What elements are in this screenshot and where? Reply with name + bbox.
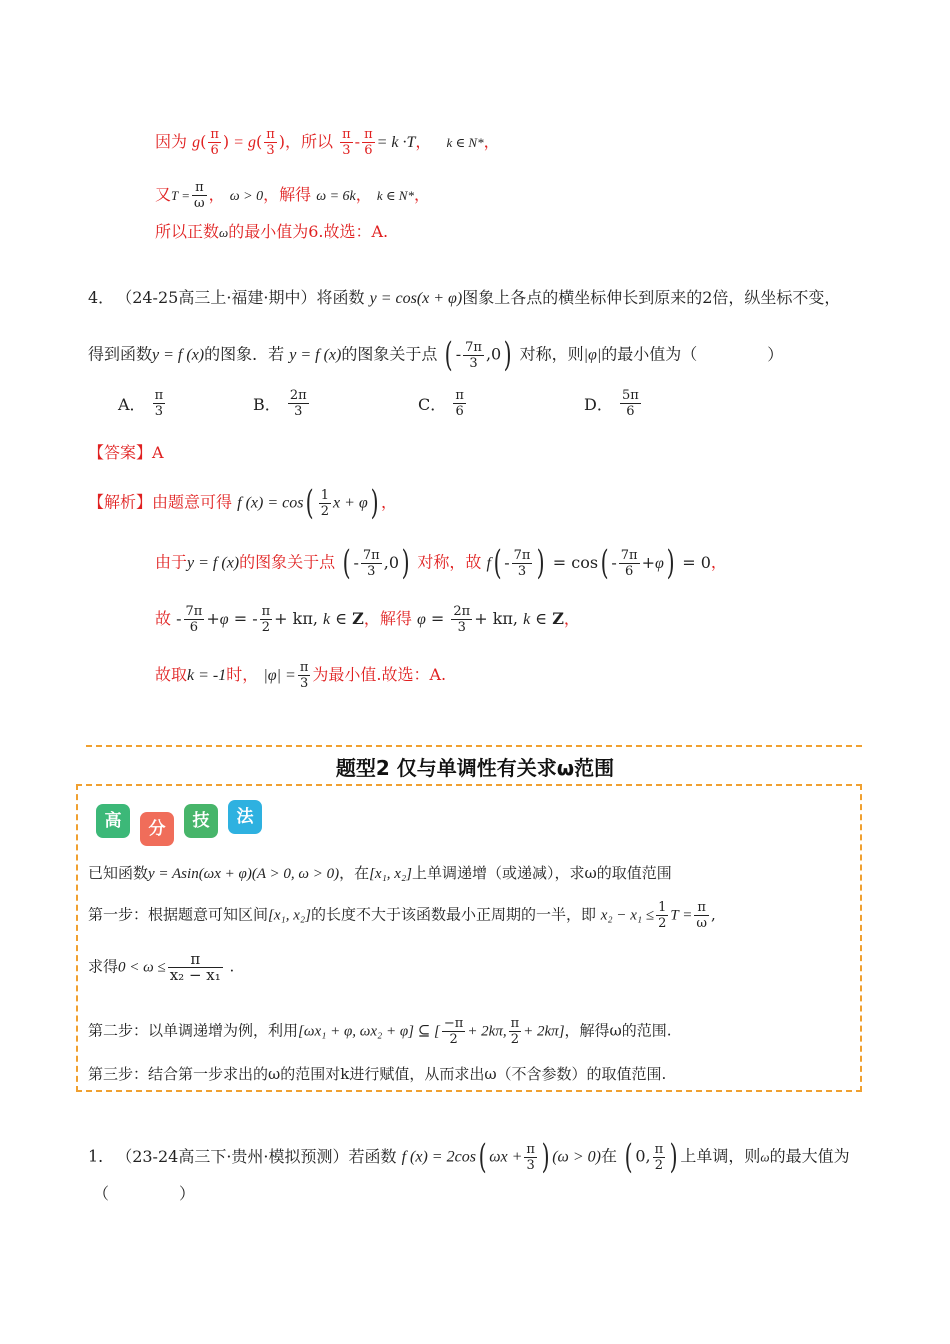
question-4-line-2: 得到函数y = f (x)的图象．若 y = f (x)的图象关于点 ( - $\frac{7\pi}{3}$ ,0) 对称，则|φ|的最小值为（ ） bbox=[88, 335, 784, 375]
choice-b[interactable]: B． $\frac{2\pi}{3}$ bbox=[253, 388, 307, 419]
tag-fa: 法 bbox=[228, 800, 262, 834]
tag-gao: 高 bbox=[96, 804, 130, 838]
choice-a[interactable]: A． $\frac{\pi}{3}$ bbox=[118, 388, 164, 419]
question-4-line-1: 4． （24-25高三上·福建·期中）将函数 y = cos(x + φ)图象上各点的横坐标伸长到原来的2倍，纵坐标不变， bbox=[88, 288, 841, 307]
analysis-line-2: 由于y = f (x)的图象关于点 ( - $\frac{7\pi}{3}$ ,0) 对称，故 f( - $\frac{7\pi}{3}$ ) = cos( - $\frac{7\pi}{6}$ +φ) = 0， bbox=[155, 543, 727, 583]
analysis-line-1: 【解析】由题意可得 f (x) = cos( $\frac{1}{2}$ x + φ) ， bbox=[88, 483, 398, 523]
tips-line-4: 第二步：以单调递增为例，利用[ωx₁ + φ, ωx₂ + φ] ⊆ [ $\frac{-\pi}{2}$ + 2kπ, $\frac{\pi}{2}$ + 2kπ]，解得ω的范围. bbox=[88, 1016, 672, 1047]
prev-solution-line-3: 所以正数ω的最小值为6.故选：A. bbox=[155, 222, 389, 241]
tips-line-2: 第一步：根据题意可知区间[x₁, x₂]的长度不大于该函数最小正周期的一半，即 x₂ − x₁ ≤ $\frac{1}{2}$ T = $\frac{\pi}{\omega}$ , bbox=[88, 900, 716, 931]
section-divider bbox=[86, 745, 862, 747]
question-1-line-2: （ ） bbox=[93, 1184, 196, 1203]
section-title: 题型2 仅与单调性有关求ω范围 bbox=[335, 756, 615, 780]
tag-fen: 分 bbox=[140, 812, 174, 846]
tips-line-3: 求得0 < ω ≤ $\frac{\pi}{\text{x₂ − x₁}}$ . bbox=[88, 950, 235, 984]
prev-solution-line-1: 因为 g( $\frac{\pi}{6}$ ) = g( $\frac{\pi}{3}$ )，所以 $\frac{\pi}{3}$ - $\frac{\pi}{6}$ = k ·T， k ∈ N*， bbox=[155, 127, 500, 158]
tag-ji: 技 bbox=[184, 804, 218, 838]
answer-line: 【答案】A bbox=[88, 443, 164, 462]
question-1-line-1: 1． （23-24高三下·贵州·模拟预测）若函数 f (x) = 2cos( ωx + $\frac{\pi}{3}$ ) (ω > 0)在 ( 0, $\frac{\pi}{2}$ ) 上单调，则ω的最大值为 bbox=[88, 1137, 850, 1177]
analysis-line-3: 故 - $\frac{7\pi}{6}$ +φ = - $\frac{\pi}{2}$ + kπ, k ∈ Z，解得 φ = $\frac{2\pi}{3}$ + kπ, k ∈ Z， bbox=[155, 604, 580, 635]
analysis-line-4: 故取k = -1时， |φ| = $\frac{\pi}{3}$ 为最小值.故选：A. bbox=[155, 660, 447, 691]
prev-solution-line-2: 又T = $\frac{\pi}{\omega}$ ， ω > 0，解得 ω = 6k， k ∈ N*， bbox=[155, 180, 430, 211]
tips-line-1: 已知函数y = Asin(ωx + φ)(A > 0, ω > 0)，在[x₁, x₂]上单调递增（或递减），求ω的取值范围 bbox=[88, 864, 672, 882]
tips-line-5: 第三步：结合第一步求出的ω的范围对k进行赋值，从而求出ω（不含参数）的取值范围. bbox=[88, 1065, 667, 1083]
choice-d[interactable]: D． $\frac{5\pi}{6}$ bbox=[584, 388, 639, 419]
choice-c[interactable]: C． $\frac{\pi}{6}$ bbox=[418, 388, 464, 419]
